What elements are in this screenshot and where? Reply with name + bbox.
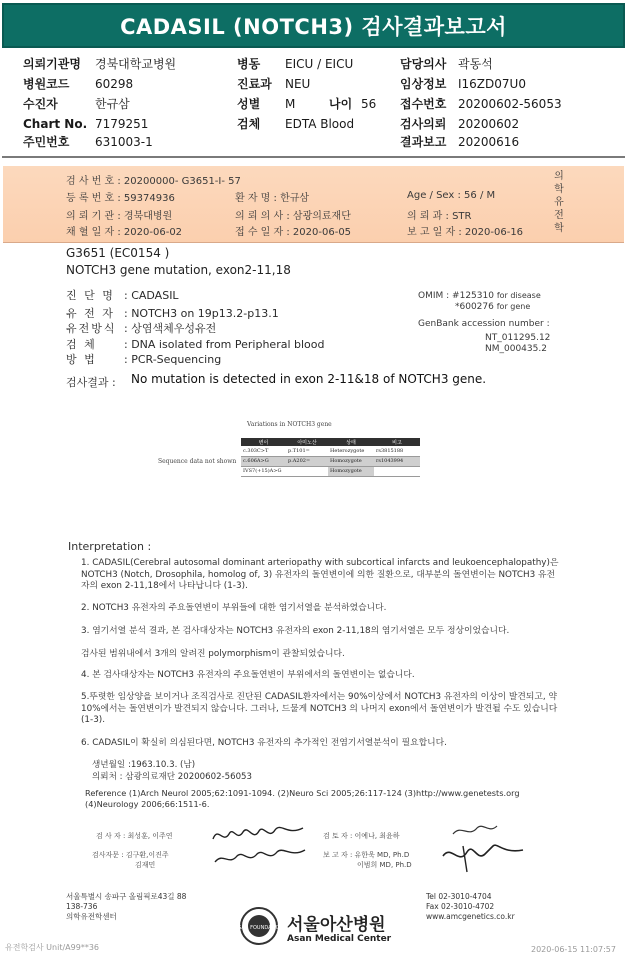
diagnosis-value: CADASIL: [131, 289, 179, 302]
request-date-row: [400, 116, 519, 132]
header-divider: [2, 156, 625, 158]
address-line-3: 의학유전학센터: [66, 912, 117, 921]
receipt-date-row: [235, 223, 351, 238]
gene-value: NOTCH3 on 19p13.2-p13.1: [131, 307, 279, 320]
website: www.amcgenetics.co.kr: [426, 912, 515, 921]
reg-no-row: [66, 189, 175, 204]
agesex-value: 56 / M: [464, 190, 496, 201]
table-row: [241, 456, 420, 466]
variation-state: Heterozygote: [328, 446, 374, 456]
receipt-no-label: 접수번호: [400, 97, 447, 111]
age-value: 56: [361, 97, 377, 111]
doctor-value: 곽동석: [458, 57, 493, 71]
age-label: 나이: [329, 97, 353, 111]
collect-label: 채 혈 일 자 :: [66, 227, 121, 238]
chart-no-value: 7179251: [95, 117, 149, 131]
genbank-value-2: NM_000435.2: [485, 344, 547, 354]
band-patient-value: 한규삼: [280, 193, 310, 204]
variation-aa: p.A202=: [286, 456, 328, 466]
req-dept-row: [407, 207, 471, 222]
institution-label: 의뢰기관명: [23, 57, 81, 71]
reference-line-1: Reference (1)Arch Neurol 2005;62:1091-1094. (2)Neuro Sci 2005;26:117-124 (3)http://www.genetests.org: [85, 788, 520, 798]
test-name: NOTCH3 gene mutation, exon2-11,18: [66, 263, 291, 277]
method-field: 방 법 : PCR-Sequencing: [66, 353, 222, 366]
resident-no-value: 631003-1: [95, 135, 153, 149]
omim-disease-value: #125310: [452, 291, 494, 301]
diagnosis-label: 진 단 명: [66, 289, 115, 302]
address-line-1: 서울특별시 송파구 올림픽로43길 88: [66, 892, 187, 901]
inheritance-field: 유전방식 : 상염색체우성유전: [66, 322, 217, 335]
agesex-label: Age / Sex :: [407, 190, 461, 201]
asan-seal-icon: [234, 906, 284, 946]
seal-text: ASAN FOUNDATION: [234, 925, 284, 931]
hospital-code-label: 병원코드: [23, 77, 70, 91]
interpretation-item-4: 4. 본 검사대상자는 NOTCH3 유전자의 주요돌연변이 부위에서의 돌연변이는 없습니다.: [81, 670, 415, 680]
specimen-label: 검체: [237, 117, 261, 131]
request-date-label: 검사의뢰: [400, 117, 447, 131]
tel: Tel 02-3010-4704: [426, 892, 492, 901]
interpretation-item-1: 1. CADASIL(Cerebral autosomal dominant arteriopathy with subcortical infarcts and leukoencephalopathy)은 NOTCH3 (Notch, Drosophila, homolog of, 3) 유전자의 돌연변이에 의한 질환으로, 대부분의 돌연변이는 NOTCH3 유전자의 exon 2-11,18에서 나타납니다 (1-3).: [81, 558, 559, 591]
resident-no-row: [23, 134, 153, 150]
band-patient-label: 환 자 명 :: [235, 193, 277, 204]
ward-label: 병동: [237, 57, 261, 71]
sequence-note: Sequence data not shown: [158, 458, 237, 465]
scanned-report: [3, 166, 624, 955]
signature-scribble-1: [203, 814, 313, 874]
req-person-row: [235, 207, 351, 222]
variation-note: rs3815188: [374, 446, 420, 456]
dept-value: NEU: [285, 77, 311, 91]
receipt-date-value: 2020-06-05: [292, 227, 352, 238]
institution-value: 경북대학교병원: [95, 57, 177, 71]
result-text: No mutation is detected in exon 2-11&18 of NOTCH3 gene.: [131, 372, 487, 386]
dept-row: [237, 76, 310, 92]
chart-no-label: Chart No.: [23, 117, 88, 131]
variation-state: Homozygote: [328, 466, 374, 476]
req-org-label: 의 뢰 기 관 :: [66, 211, 121, 222]
interpretation-title: Interpretation :: [68, 540, 152, 553]
sample-label: 검 체: [66, 338, 97, 351]
patient-label: 수진자: [23, 97, 58, 111]
test-no-value: 20200000- G3651-I- 57: [123, 176, 241, 187]
variation-aa: p.T101=: [286, 446, 328, 456]
variation-state: Homozygote: [328, 456, 374, 466]
agesex-row: [407, 190, 495, 201]
report-date-row: [400, 134, 519, 150]
inheritance-value: 상염색체우성유전: [131, 322, 217, 335]
hospital-name-ko: 서울아산병원: [287, 915, 386, 935]
receipt-date-label: 접 수 일 자 :: [235, 227, 290, 238]
reporter-label: 보 고 자 : 유한욱 MD, Ph.D: [323, 851, 410, 859]
omim-label: OMIM :: [418, 291, 450, 301]
resident-no-label: 주민번호: [23, 135, 70, 149]
diagnosis-field: 진 단 명 : CADASIL: [66, 289, 179, 302]
sample-value: DNA isolated from Peripheral blood: [131, 338, 325, 351]
req-dept-label: 의 뢰 과 :: [407, 211, 449, 222]
variation-header: 상태: [328, 438, 374, 446]
reporter-2: 이범희 MD, Ph.D: [357, 861, 412, 869]
interpretation-item-5: 5.뚜렷한 임상양을 보이거나 조직검사로 진단된 CADASIL환자에서는 90%이상에서 NOTCH3 유전자의 이상이 발견되고, 약 10%에서는 돌연변이가 발견되지 않습니다. 그러나, 드물게 NOTCH3 의 나머지 exon에서 돌연변이가 발견될 수도 있습니다 (1-3).: [81, 692, 558, 725]
doctor-label: 담당의사: [400, 57, 447, 71]
ward-row: [237, 56, 353, 72]
print-timestamp: 2020-06-15 11:07:57: [531, 945, 616, 954]
band-report-value: 2020-06-16: [464, 227, 524, 238]
reg-no-value: 59374936: [123, 193, 175, 204]
table-row: [241, 446, 420, 456]
band-report-row: [407, 223, 523, 238]
band-patient-row: [235, 189, 309, 204]
specimen-row: [237, 116, 354, 132]
hospital-code-value: 60298: [95, 77, 134, 91]
hospital-name-en: Asan Medical Center: [287, 934, 392, 944]
inheritance-label: 유전방식: [66, 322, 117, 335]
omim-row-1: [418, 291, 541, 301]
req-org-row: [66, 207, 172, 222]
variation-caption: Variations in NOTCH3 gene: [247, 421, 332, 428]
dept-label: 진료과: [237, 77, 272, 91]
tester-label: 검 사 자 : 최성훈, 이주연: [96, 832, 173, 840]
patient-row: [23, 96, 130, 112]
signature-scribble-2: [423, 816, 543, 876]
birth-date: 생년월일 :1963.10.3. (남): [92, 760, 196, 770]
test-code: G3651 (EC0154 ): [66, 246, 170, 260]
variation-aa: [286, 466, 328, 476]
unit-label: 유전학검사 Unit/A99**36: [5, 943, 99, 952]
request-date-value: 20200602: [458, 117, 520, 131]
variation-change: IVS7(+15)A>G: [241, 466, 286, 476]
req-org-value: 경북대병원: [123, 211, 173, 222]
method-value: PCR-Sequencing: [131, 353, 222, 366]
req-person-label: 의 뢰 의 사 :: [235, 211, 290, 222]
receipt-no-row: [400, 96, 562, 112]
sex-value: M: [285, 97, 296, 111]
genbank-value-1: NT_011295.12: [485, 333, 551, 343]
chart-no-row: [23, 116, 148, 132]
req-person-value: 삼광의료재단: [292, 211, 351, 222]
variation-header: 변이: [241, 438, 286, 446]
interpretation-item-3b: 검사된 범위내에서 3개의 알려진 polymorphism이 관찰되었습니다.: [81, 649, 345, 659]
hospital-code-row: [23, 76, 133, 92]
tech-advisor-label: 검사자문 : 김구환,이진주: [92, 851, 169, 859]
clinical-row: [400, 76, 526, 92]
receipt-no-value: 20200602-56053: [458, 97, 562, 111]
report-date-label: 결과보고: [400, 135, 447, 149]
specimen-value: EDTA Blood: [285, 117, 355, 131]
gene-field: 유 전 자 : NOTCH3 on 19p13.2-p13.1: [66, 307, 279, 320]
variation-header: 비고: [374, 438, 420, 446]
omim-row-2: [455, 302, 530, 312]
method-label: 방 법: [66, 353, 97, 366]
variation-change: c.303C>T: [241, 446, 286, 456]
clinical-label: 임상정보: [400, 77, 447, 91]
patient-value: 한규삼: [95, 97, 130, 111]
omim-disease-note: for disease: [496, 291, 541, 300]
variation-header-row: [241, 438, 420, 446]
band-report-label: 보 고 일 자 :: [407, 227, 462, 238]
variation-header: 아미노산: [286, 438, 328, 446]
test-no-label: 검 사 번 호 :: [66, 176, 121, 187]
report-date-value: 20200616: [458, 135, 520, 149]
ward-value: EICU / EICU: [285, 57, 354, 71]
table-row: [241, 466, 420, 476]
collect-row: [66, 223, 182, 238]
clinical-value: I16ZD07U0: [458, 77, 526, 91]
reviewer-label: 검 토 자 : 이예나, 최윤하: [323, 832, 400, 840]
collect-value: 2020-06-02: [123, 227, 183, 238]
test-no-row: [66, 172, 241, 187]
variation-table: [241, 438, 420, 477]
sex-age-row: [237, 96, 376, 112]
requester-info: 의뢰처 : 삼광의료재단 20200602-56053: [92, 772, 252, 782]
omim-gene-value: *600276: [455, 302, 494, 312]
fax: Fax 02-3010-4702: [426, 902, 495, 911]
interpretation-item-2: 2. NOTCH3 유전자의 주요돌연변이 부위들에 대한 염기서열을 분석하였습니다.: [81, 603, 387, 613]
report-title: CADASIL (NOTCH3) 검사결과보고서: [2, 3, 625, 48]
interpretation-item-3: 3. 염기서열 분석 결과, 본 검사대상자는 NOTCH3 유전자의 exon 2-11,18의 염기서열은 모두 정상이었습니다.: [81, 626, 510, 636]
institution-row: [23, 56, 176, 72]
doctor-row: [400, 56, 493, 72]
variation-note: [374, 466, 420, 476]
sample-field: 검 체 : DNA isolated from Peripheral blood: [66, 338, 325, 351]
omim-gene-note: for gene: [496, 302, 531, 311]
variation-change: c.606A>G: [241, 456, 286, 466]
department-vertical-label: 의학유전학: [554, 171, 564, 234]
interpretation-item-6: 6. CADASIL이 확실히 의심된다면, NOTCH3 유전자의 추가적인 전염기서열분석이 필요합니다.: [81, 738, 447, 748]
reg-no-label: 등 록 번 호 :: [66, 193, 121, 204]
req-dept-value: STR: [452, 211, 472, 222]
genbank-label: GenBank accession number :: [418, 319, 550, 329]
address-line-2: 138-736: [66, 902, 98, 911]
sex-label: 성별: [237, 97, 261, 111]
reference-line-2: (4)Neurology 2006;66:1511-6.: [85, 799, 210, 809]
band-divider: [3, 242, 624, 243]
gene-label: 유 전 자: [66, 307, 115, 320]
variation-note: rs1043994: [374, 456, 420, 466]
result-label: 검사결과 :: [66, 376, 116, 389]
tech-advisor-2: 김재민: [135, 861, 156, 869]
